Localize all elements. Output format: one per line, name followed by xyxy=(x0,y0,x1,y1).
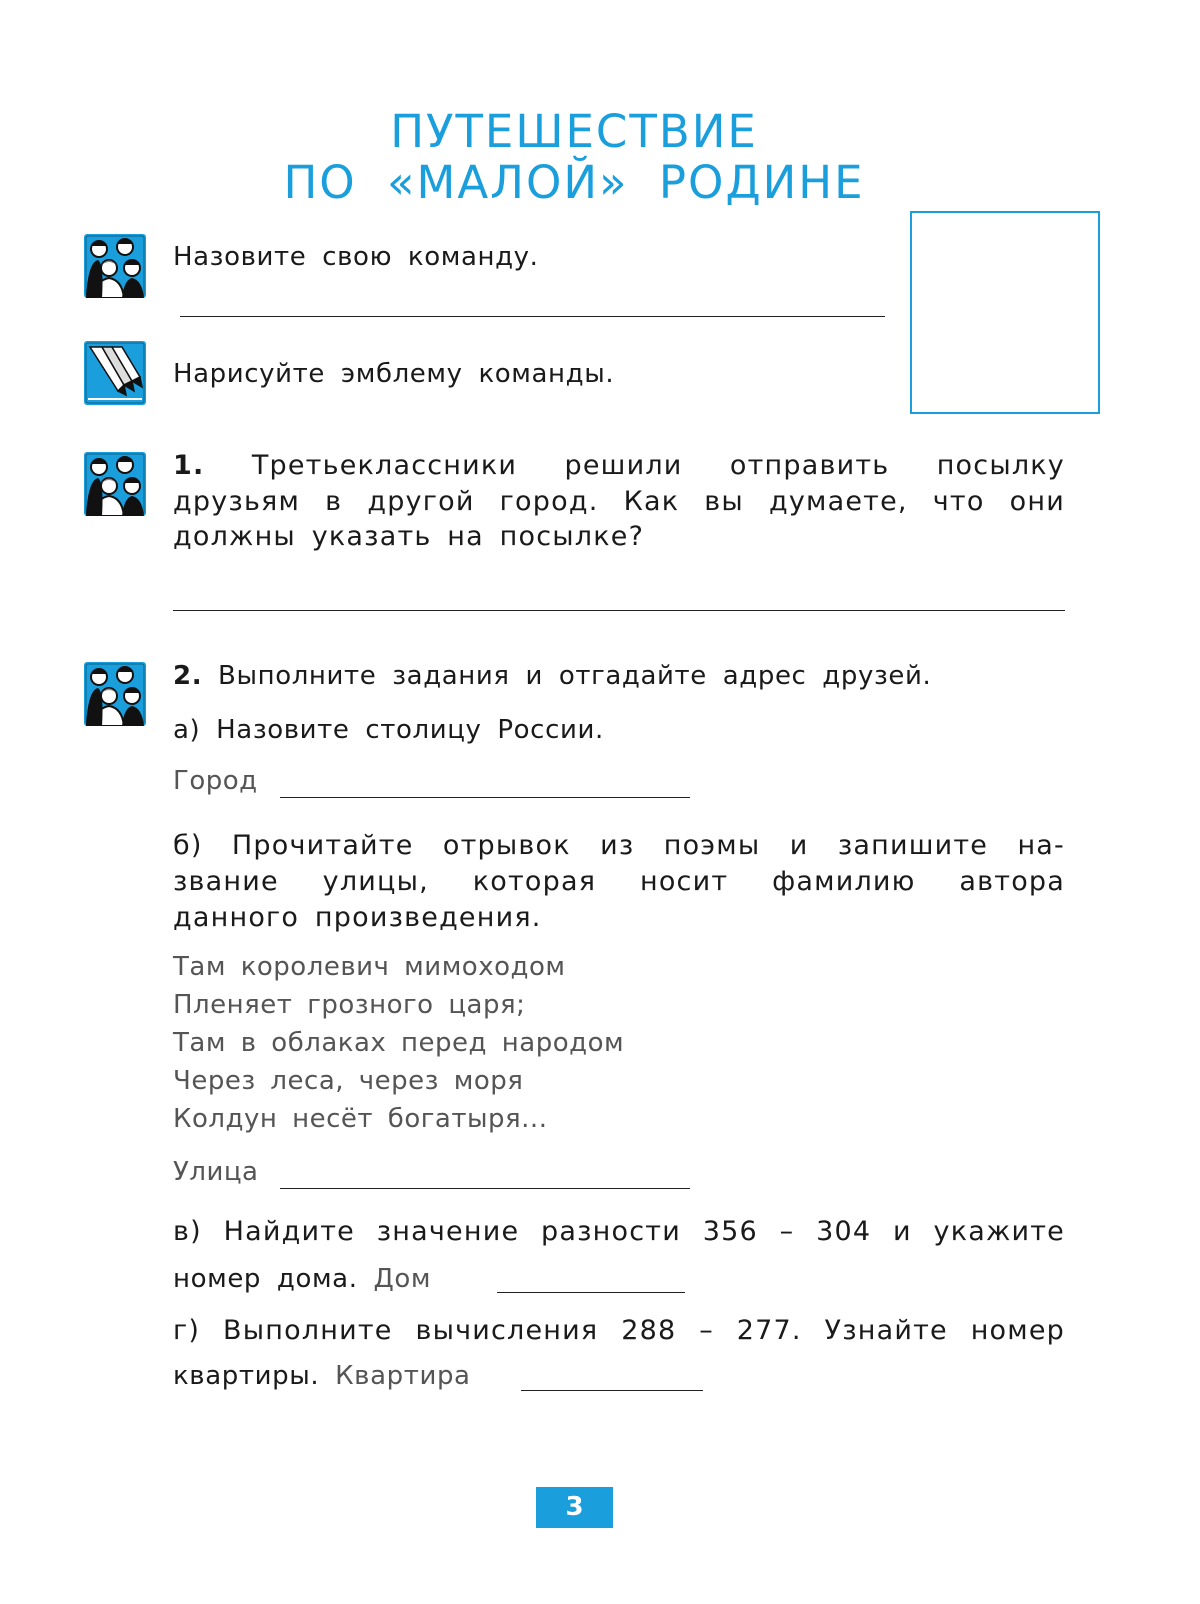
poem-excerpt xyxy=(173,948,624,1138)
poem-line: Колдун несёт богатыря... xyxy=(173,1104,548,1134)
task-2d-line-2 xyxy=(173,1358,471,1394)
task-2c-line-2-text: номер дома. xyxy=(173,1264,358,1294)
team-name-prompt: Назовите свою команду. xyxy=(173,242,539,272)
apartment-answer-line[interactable] xyxy=(521,1390,703,1391)
title-line-2: ПО «МАЛОЙ» РОДИНЕ xyxy=(283,156,865,209)
group-work-icon xyxy=(84,662,146,726)
poem-line: Через леса, через моря xyxy=(173,1066,524,1096)
team-emblem-prompt: Нарисуйте эмблему команды. xyxy=(173,359,615,389)
team-name-answer-line[interactable] xyxy=(180,316,885,317)
task-1-line-2: друзьям в другой город. Как вы думаете, что они xyxy=(173,486,1065,517)
poem-line: Там королевич мимоходом xyxy=(173,952,566,982)
task-2d-line-1: г) Выполните вычисления 288 – 277. Узнайте номер xyxy=(173,1315,1065,1346)
street-label: Улица xyxy=(173,1157,259,1187)
street-answer-line[interactable] xyxy=(280,1188,690,1189)
group-work-icon xyxy=(84,234,146,298)
task-2c-line-2 xyxy=(173,1261,431,1297)
page-title xyxy=(0,106,1148,208)
task-2-heading-text: Выполните задания и отгадайте адрес друзей. xyxy=(218,661,932,691)
task-2a-prompt: а) Назовите столицу России. xyxy=(173,715,604,745)
task-2b-line-2: звание улицы, которая носит фамилию автора xyxy=(173,866,1065,897)
task-1-line-3: должны указать на посылке? xyxy=(173,521,645,552)
city-answer-line[interactable] xyxy=(280,797,690,798)
task-1-answer-line[interactable] xyxy=(173,610,1065,611)
poem-line: Пленяет грозного царя; xyxy=(173,990,526,1020)
poem-line: Там в облаках перед народом xyxy=(173,1028,625,1058)
emblem-drawing-box[interactable] xyxy=(910,211,1100,414)
group-work-icon xyxy=(84,452,146,516)
task-2d-line-2-text: квартиры. xyxy=(173,1361,320,1391)
task-2c-line-1: в) Найдите значение разности 356 – 304 и укажите xyxy=(173,1216,1065,1247)
house-label: Дом xyxy=(373,1264,432,1294)
house-answer-line[interactable] xyxy=(497,1292,685,1293)
task-2-number: 2. xyxy=(173,661,203,691)
task-2b-line-3: данного произведения. xyxy=(173,902,542,933)
page-number: 3 xyxy=(536,1487,613,1528)
task-2-heading xyxy=(173,658,931,694)
task-1-number: 1. xyxy=(173,450,205,481)
apartment-label: Квартира xyxy=(335,1361,471,1391)
task-1-line-1-text: Третьеклассники решили отправить посылку xyxy=(251,450,1065,481)
city-label: Город xyxy=(173,766,258,796)
drawing-pencils-icon xyxy=(84,341,146,405)
title-line-1: ПУТЕШЕСТВИЕ xyxy=(390,105,758,158)
task-2b-line-1: б) Прочитайте отрывок из поэмы и запишите на- xyxy=(173,830,1065,861)
task-1-line-1 xyxy=(173,448,1065,484)
